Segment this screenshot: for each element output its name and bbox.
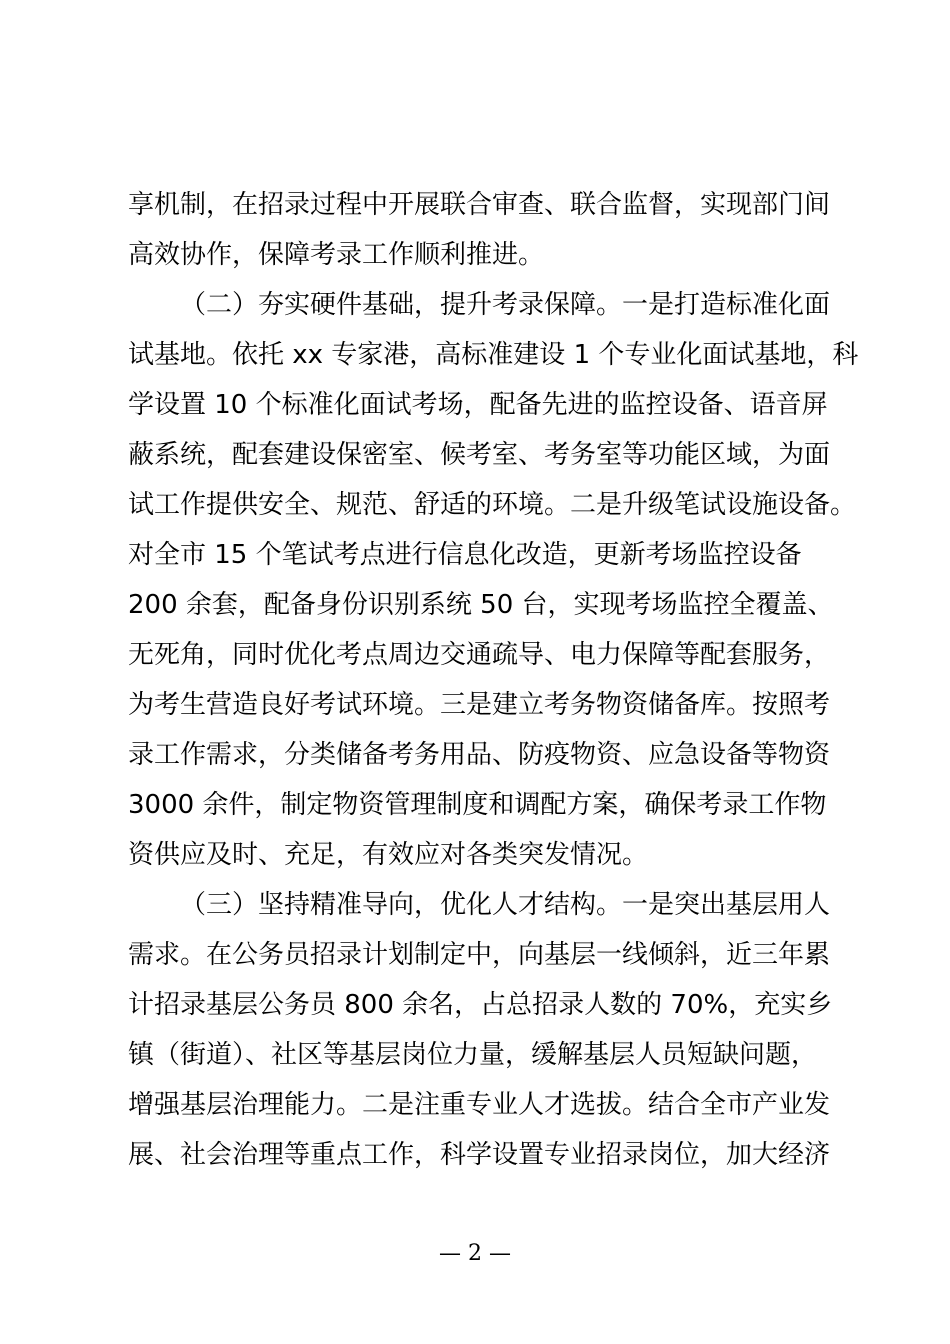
- paragraph-heading-line: （二）夯实硬件基础，提升考录保障。一是打造标准化面: [180, 290, 831, 320]
- text-line: 展、社会治理等重点工作，科学设置专业招录岗位，加大经济: [128, 1140, 831, 1170]
- text-line: 录工作需求，分类储备考务用品、防疫物资、应急设备等物资: [128, 740, 831, 770]
- text-line: 镇（街道）、社区等基层岗位力量，缓解基层人员短缺问题，: [128, 1040, 818, 1070]
- text-line: 为考生营造良好考试环境。三是建立考务物资储备库。按照考: [128, 690, 831, 720]
- text-line: 200 余套，配备身份识别系统 50 台，实现考场监控全覆盖、: [128, 590, 834, 620]
- text-line: 试基地。依托 xx 专家港，高标准建设 1 个专业化面试基地，科: [128, 340, 859, 370]
- text-line: 无死角，同时优化考点周边交通疏导、电力保障等配套服务，: [128, 640, 831, 670]
- text-line: 对全市 15 个笔试考点进行信息化改造，更新考场监控设备: [128, 540, 802, 570]
- page-number: — 2 —: [439, 1241, 511, 1266]
- text-line: 增强基层治理能力。二是注重专业人才选拔。结合全市产业发: [128, 1090, 831, 1120]
- text-line: 资供应及时、充足，有效应对各类突发情况。: [128, 840, 649, 870]
- text-line: 3000 余件，制定物资管理制度和调配方案，确保考录工作物: [128, 790, 827, 820]
- text-line: 需求。在公务员招录计划制定中，向基层一线倾斜，近三年累: [128, 940, 831, 970]
- text-line: 高效协作，保障考录工作顺利推进。: [128, 240, 545, 270]
- paragraph-heading-line: （三）坚持精准导向，优化人才结构。一是突出基层用人: [180, 890, 831, 920]
- text-line: 蔽系统，配套建设保密室、候考室、考务室等功能区域，为面: [128, 440, 831, 470]
- text-line: 计招录基层公务员 800 余名，占总招录人数的 70%，充实乡: [128, 990, 833, 1020]
- text-line: 学设置 10 个标准化面试考场，配备先进的监控设备、语音屏: [128, 390, 828, 420]
- text-line: 试工作提供安全、规范、舒适的环境。二是升级笔试设施设备。: [128, 490, 857, 520]
- text-line: 享机制，在招录过程中开展联合审查、联合监督，实现部门间: [128, 190, 831, 220]
